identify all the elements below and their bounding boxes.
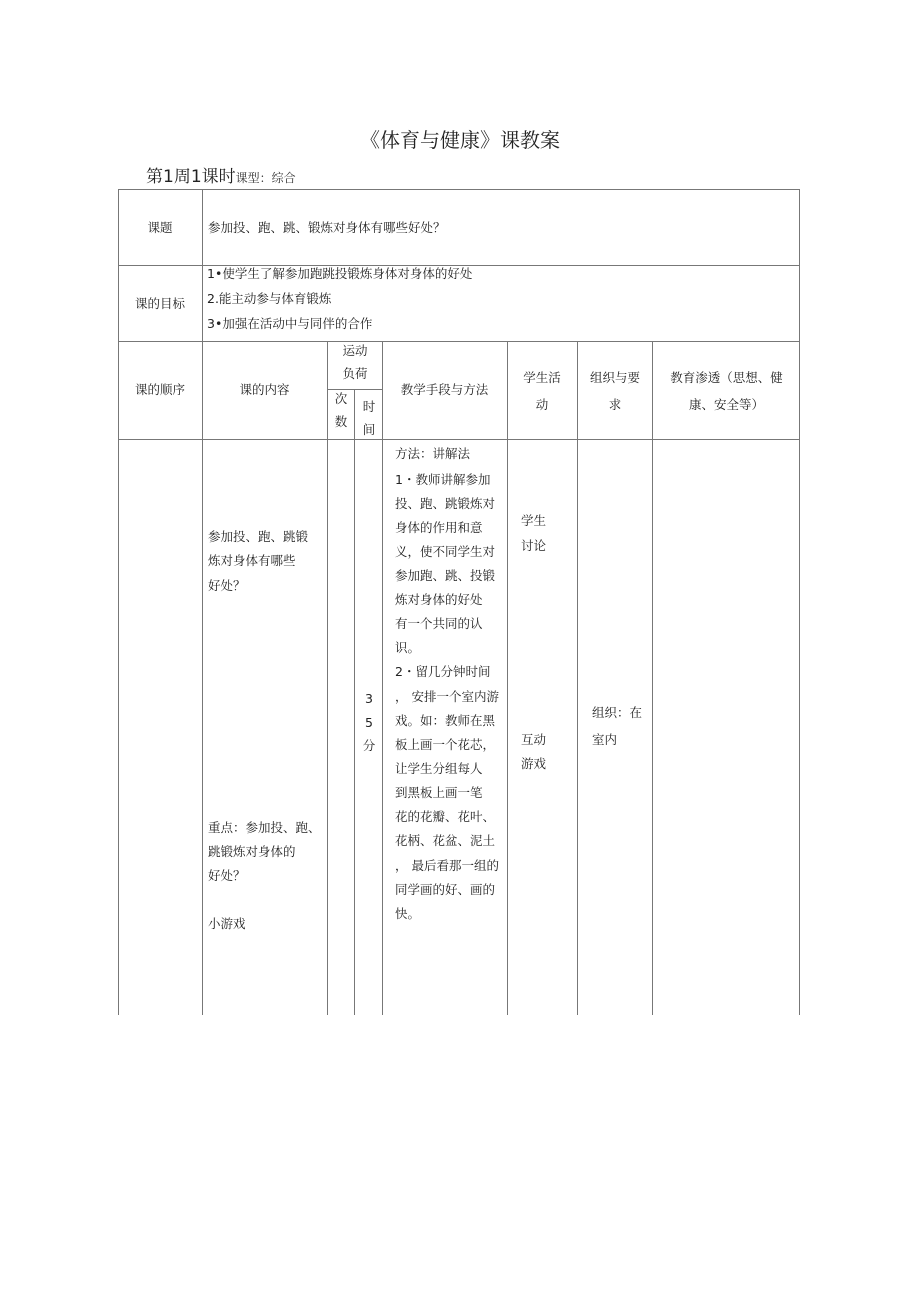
org-requirement: 室内	[592, 732, 618, 747]
methods-line: 快。	[395, 906, 421, 921]
methods-line: ， 安排一个室内游	[395, 689, 499, 704]
header-content: 课的内容	[239, 382, 290, 397]
goals-label: 课的目标	[134, 296, 185, 311]
methods-line: 义，使不同学生对	[395, 544, 496, 559]
header-time: 时间	[362, 399, 376, 437]
header-edu: 教育渗透（思想、健康、安全等）	[670, 370, 783, 412]
content-line: 跳锻炼对身体的	[208, 844, 296, 859]
methods-line: 1・教师讲解参加	[395, 472, 491, 487]
table-line	[118, 189, 800, 190]
methods-line: ， 最后看那一组的	[395, 858, 499, 873]
table-line	[507, 341, 508, 1015]
methods-line: 身体的作用和意	[395, 520, 483, 535]
table-line	[118, 439, 800, 440]
methods-line: 有一个共同的认	[395, 616, 483, 631]
lesson-type: 课型：综合	[235, 171, 296, 185]
time-value: 分	[362, 738, 376, 753]
methods-line: 到黑板上画一笔	[395, 785, 483, 800]
student-activity: 互动	[521, 732, 547, 747]
header-order: 课的顺序	[134, 382, 185, 397]
student-activity: 学生	[521, 513, 547, 528]
time-value: 5	[365, 715, 373, 730]
content-line: 重点：参加投、跑、	[208, 820, 321, 835]
content-line: 好处？	[208, 578, 246, 593]
table-line	[118, 341, 800, 342]
methods-line: 花柄、花盆、泥土	[395, 833, 496, 848]
lesson-header	[146, 162, 296, 187]
org-requirement: 组织：在	[592, 705, 643, 720]
content-line: 炼对身体有哪些	[208, 553, 296, 568]
topic-label: 课题	[147, 220, 173, 235]
content-line: 好处？	[208, 868, 246, 883]
table-line	[382, 341, 383, 1015]
time-value: 3	[365, 691, 373, 706]
content-line: 参加投、跑、跳锻	[208, 529, 309, 544]
table-line	[577, 341, 578, 1015]
goal-item: 2.能主动参与体育锻炼	[207, 291, 332, 306]
goal-item: 1•使学生了解参加跑跳投锻炼身体对身体的好处	[207, 266, 473, 281]
methods-line: 板上画一个花芯，	[395, 737, 496, 752]
header-methods: 教学手段与方法	[400, 382, 489, 397]
methods-line: 炼对身体的好处	[395, 592, 483, 607]
table-line	[799, 189, 800, 1015]
header-load: 运动负荷	[342, 343, 368, 381]
student-activity: 游戏	[521, 756, 547, 771]
student-activity: 讨论	[521, 538, 547, 553]
methods-line: 投、跑、跳锻炼对	[395, 496, 496, 511]
methods-line: 花的花瓣、花叶、	[395, 809, 496, 824]
table-line	[354, 389, 355, 1015]
table-line	[202, 189, 203, 1015]
content-line: 小游戏	[208, 916, 246, 931]
topic-value: 参加投、跑、跳、锻炼对身体有哪些好处？	[208, 220, 446, 235]
goal-item: 3•加强在活动中与同伴的合作	[207, 316, 373, 331]
header-count: 次数	[334, 391, 348, 429]
week-lesson: 第1周1课时	[146, 167, 236, 187]
methods-line: 识。	[395, 640, 421, 655]
header-student: 学生活动	[523, 370, 561, 412]
methods-line: 方法：讲解法	[395, 446, 471, 461]
table-line	[652, 341, 653, 1015]
document-title: 《体育与健康》课教案	[360, 128, 560, 152]
header-org: 组织与要求	[589, 370, 640, 412]
table-line	[327, 341, 328, 1015]
methods-line: 戏。如：教师在黑	[395, 713, 496, 728]
methods-line: 2・留几分钟时间	[395, 664, 491, 679]
methods-line: 参加跑、跳、投锻	[395, 568, 496, 583]
methods-line: 让学生分组每人	[395, 761, 483, 776]
methods-line: 同学画的好、画的	[395, 882, 496, 897]
